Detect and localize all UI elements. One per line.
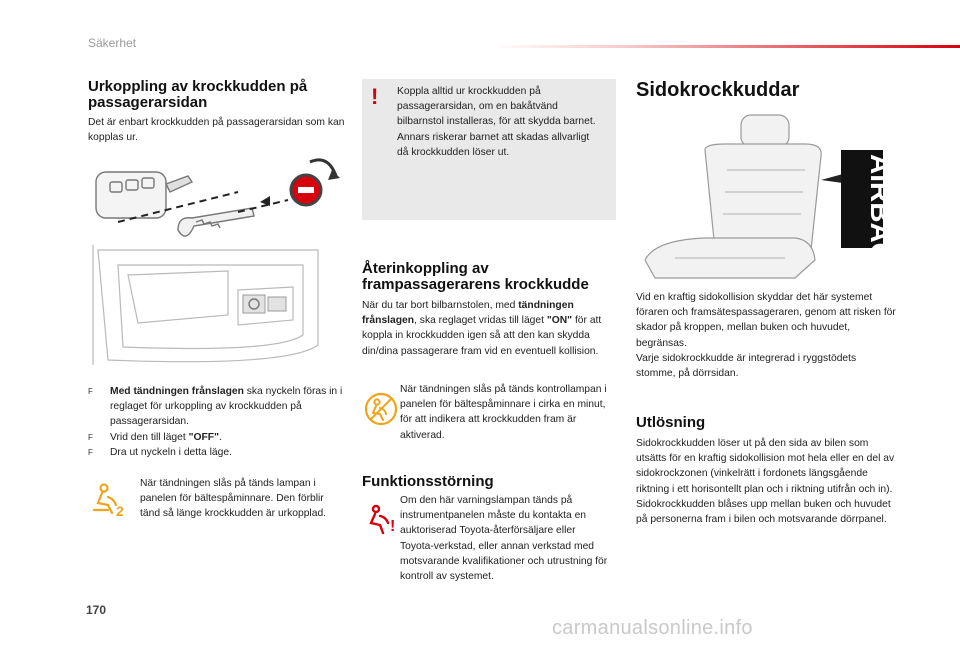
fault-heading: Funktionsstörning [362,473,494,490]
reactivation-text [362,298,618,359]
svg-text:!: ! [390,518,396,535]
deactivated-lamp-note: När tändningen slås på tänds lampan i panelen för bältespåminnare. Den förblir tänd så länge krockkudden är urkopplad. [140,478,327,520]
warning-text: Koppla alltid ur krockkudden på passagerarsidan, om en bakåtvänd bilbarnstol installeras, för att skydda barnet. Annars riskerar barnet att skadas allvarligt då krockkudden löser ut. [397,86,596,158]
step-1-text: ska nyckeln föras in i reglaget för urkoppling av krockkudden på passagerarsidan. [110,386,343,428]
deactivation-steps [88,384,343,460]
section-label: Säkerhet [88,36,137,50]
airbag-on-lamp-icon [364,392,398,426]
step-1 [88,384,343,430]
deactivation-heading: Urkoppling av krockkudden på passagerarsidan [88,78,308,111]
reactivation-bold-on: "ON" [546,315,573,327]
warning-exclamation-icon: ! [371,84,379,109]
svg-text:2: 2 [116,503,124,519]
page-number: 170 [86,603,107,617]
fault-text: Om den här varningslampan tänds på instrumentpanelen måste du kontakta en auktoriserad Toyota-återförsäljare eller Toyota-verkstad, eller annan verkstad med motsvarande kvalifikationer och utrustning för kontroll av systemet. [400,495,608,583]
step-2 [88,430,343,445]
step-1-bold: Med tändningen frånslagen [110,386,244,397]
bullet-icon: F [88,432,93,442]
step-2-bold: "OFF" [188,431,219,443]
reactivation-text-pre: När du tar bort bilbarnstolen, med [362,300,519,311]
watermark: carmanualsonline.info [552,617,753,639]
airbag-label: AIRBAG [865,154,896,265]
reactivation-text-mid: , ska reglaget vridas till läget [414,315,547,327]
trigger-heading: Utlösning [636,414,706,431]
airbag-fault-warning-icon [364,503,400,537]
side-airbags-text: Vid en kraftig sidokollision skyddar det här systemet föraren och framsätespassageraren, genom att risken för skador på kroppen, mellan buken och huvudet, begränsas. Varje sidokrockkudde är integrerad i ryggstödets stomme, på dörrsidan. [636,292,896,380]
reactivation-text-post: för att koppla in krockkudden igen så att den kan skydda din/dina passagerare fram vid en eventuell kollision. [362,315,602,357]
bullet-icon: F [88,447,93,457]
step-2-post: . [218,431,222,443]
step-2-text: Vrid den till läget [110,431,189,443]
reactivation-bold-ignition: tändningen frånslagen [362,300,574,327]
deactivation-intro: Det är enbart krockkudden på passagerarsidan som kan kopplas ur. [88,117,345,144]
header-rule [490,45,960,48]
step-3-text: Dra ut nyckeln i detta läge. [110,446,232,458]
seat-airbag-illustration [645,110,896,282]
side-airbags-heading: Sidokrockkuddar [636,79,800,101]
activated-lamp-note: När tändningen slås på tänds kontrollampan i panelen för bältespåminnare i cirka en minut, för att indikera att krockkudden fram är aktiverad. [400,384,607,441]
bullet-icon: F [88,387,93,396]
step-3 [88,445,343,460]
airbag-off-lamp-icon [90,480,130,520]
trigger-text: Sidokrockkudden löser ut på den sida av bilen som utsätts för en kraftig sidokollision mot hela eller en del av sidokrockzonen (vinkelrätt i fordonets längsgående riktning i ett horisontellt plan och i riktning utifrån och in). Sidokrockkudden blåses upp mellan buken och huvudet på personerna fram i bilen och motsvarande dörrpanel. [636,438,895,526]
key-switch-illustration [88,150,350,250]
reactivation-heading: Återinkoppling av frampassagerarens krockkudde [362,260,589,293]
glovebox-illustration [88,245,338,370]
